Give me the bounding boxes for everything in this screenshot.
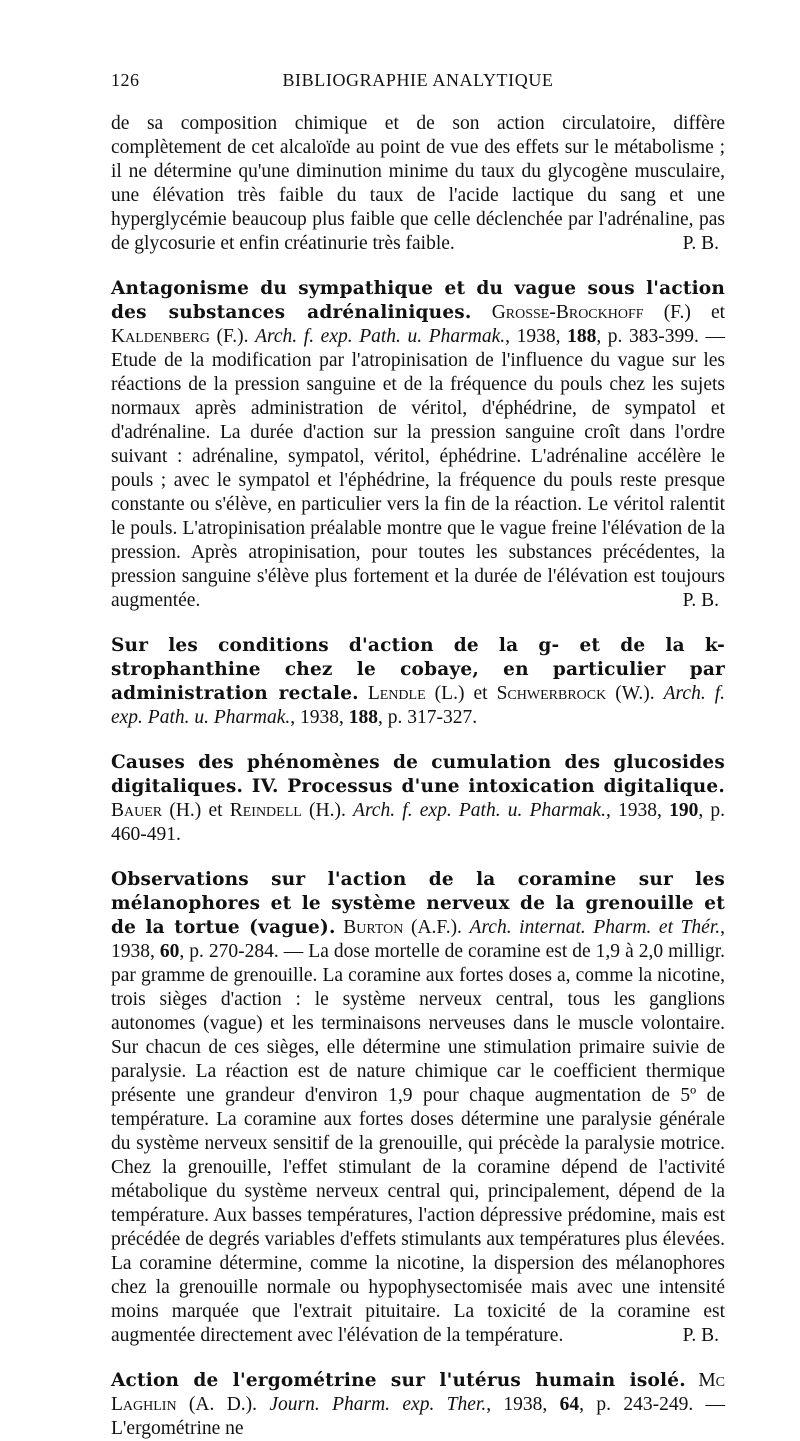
entry-author-initials: (H.). [309, 800, 346, 821]
entry-author-initials: (L.) et [434, 683, 488, 704]
entry-author-initials: (A. D.). [188, 1394, 258, 1415]
entry-abstract: — Etude de la modification par l'atropinisation de l'influence du vague sur les réactions de la pression sanguine et de la fréquence du pouls chez les sujets normaux après administration de véritol, d'éphédrine, de sympatol et d'adrénaline. La durée d'action sur la pression sanguine croît dans l'ordre suivant : adrénaline, sympatol, véritol, éphédrine. L'adrénaline accélère le pouls ; avec le sympatol et l'éphédrine, la fréquence du pouls reste presque constante ou s'élève, en particulier vers la fin de la réaction. Le véritol ralentit le pouls. L'atropinisation préalable montre que le vague freine l'élévation de la pression. Après atropinisation, pour toutes les substances précédentes, la pression sanguine s'élève plus fortement et la durée de l'élévation est toujours augmentée. [111, 326, 726, 611]
entry-year: , 1938, [605, 800, 662, 821]
entry-pages: , p. 270-284. [179, 941, 279, 962]
entry-volume: 188 [567, 326, 597, 347]
entry-author-initials: (F.) et [663, 302, 726, 323]
entry-year: , 1938, [486, 1394, 548, 1415]
signature: P. B. [682, 1325, 719, 1346]
entry-author-initials: (H.) et [169, 800, 223, 821]
entry-abstract: — La dose mortelle de coramine est de 1,9 à 2,0 milligr. par gramme de grenouille. La coramine aux fortes doses a, comme la nicotine, trois sièges d'action : le système nerveux central, tous les ganglions autonomes (vague) et les terminaisons nerveuses dans le muscle volontaire. Sur chacun de ces sièges, elle détermine une stimulation primaire suivie de paralysie. La réaction est de nature chimique car le coefficient thermique présente une grandeur d'environ 1,9 pour chaque augmentation de 5º de température. La coramine aux fortes doses détermine une paralysie générale du système nerveux sensitif de la grenouille, qui précède la paralysie motrice. Chez la grenouille, l'effet stimulant de la coramine dépend de l'activité métabolique du système nerveux central qui, principalement, dépend de la température. Aux basses températures, l'action dépressive prédomine, mais est précédée de degrés variables d'effets stimulants aux températures plus élevées. La coramine détermine, comme la nicotine, la dispersion des mélanophores chez la grenouille normale ou hypophysectomisée mais avec une intensité moins marquée que l'extrait pituitaire. La toxicité de la coramine est augmentée directement avec l'élévation de la température. [111, 941, 725, 1346]
entry-journal: Arch. f. exp. Path. u. Pharmak. [255, 326, 506, 347]
entry-year: , 1938, [111, 917, 726, 962]
entry-author-initials: (W.). [615, 683, 655, 704]
entry-author: Schwerbrock [496, 683, 607, 704]
entry-title: Causes des phénomènes de cumulation des glucosides digitaliques. IV. Processus d'une intoxication digitalique. [111, 752, 725, 797]
entry-title: Observations sur l'action de la coramine sur les mélanophores et le système nerveux de la grenouille et de la tortue (vague). [111, 869, 725, 938]
entry-volume: 64 [559, 1394, 580, 1415]
continuation-text: de sa composition chimique et de son action circulatoire, diffère complètement de cet alcaloïde au point de vue des effets sur le métabolisme ; il ne détermine qu'une diminution minime du taux du glycogène musculaire, une élévation très faible du taux de l'acide lactique du sang et une hyperglycémie beaucoup plus faible que celle déclenchée par l'adrénaline, pas de glycosurie et enfin créatinurie très faible. [111, 113, 725, 254]
entry-author: Bauer [111, 800, 163, 821]
entry-author-initials: (A.F.). [410, 917, 462, 938]
entry-title: Antagonisme du sympathique et du vague sous l'action des substances adrénaliniques. [111, 278, 725, 323]
entry-author: Reindell [229, 800, 302, 821]
entry-pages: , p. 460-491. [111, 800, 726, 845]
entry-volume: 60 [159, 941, 180, 962]
entry-title: Sur les conditions d'action de la g- et de la k-strophanthine chez le cobaye, en particulier par administration rectale. [111, 635, 725, 704]
entry-author-initials: (F.). [216, 326, 249, 347]
entry-pages: , p. 243-249. [579, 1394, 694, 1415]
continuation-paragraph [111, 112, 725, 256]
entry-author: Mc Laghlin [111, 1370, 725, 1415]
entry-volume: 190 [669, 800, 699, 821]
bibliography-entry [111, 634, 725, 730]
entry-title: Action de l'ergométrine sur l'utérus humain isolé. [111, 1370, 686, 1391]
entry-pages: , p. 383-399. [596, 326, 699, 347]
page-number: 126 [111, 70, 140, 90]
signature: P. B. [682, 590, 719, 611]
entry-pages: , p. 317-327. [378, 707, 478, 728]
entry-journal: Arch. f. exp. Path. u. Pharmak. [353, 800, 606, 821]
signature: P. B. [682, 233, 719, 254]
entry-journal: Journ. Pharm. exp. Ther. [269, 1394, 487, 1415]
running-title: BIBLIOGRAPHIE ANALYTIQUE [282, 70, 554, 90]
entry-author: Burton [343, 917, 404, 938]
entry-journal: Arch. internat. Pharm. et Thér. [469, 917, 721, 938]
bibliography-entry [111, 751, 725, 847]
bibliography-entry [111, 868, 725, 1348]
entry-author: Grosse-Brockhoff [491, 302, 644, 323]
entry-journal: Arch. f. exp. Path. u. Pharmak. [111, 683, 726, 728]
bibliography-entry [111, 277, 725, 613]
entry-volume: 188 [348, 707, 379, 728]
bibliography-entry [111, 1369, 725, 1441]
entry-year: , 1938, [505, 326, 561, 347]
entry-abstract: — L'ergométrine ne [111, 1394, 726, 1439]
entry-author: Kaldenberg [111, 326, 210, 347]
entry-author: Lendle [367, 683, 426, 704]
page-header [111, 70, 725, 96]
entry-year: , 1938, [290, 707, 344, 728]
